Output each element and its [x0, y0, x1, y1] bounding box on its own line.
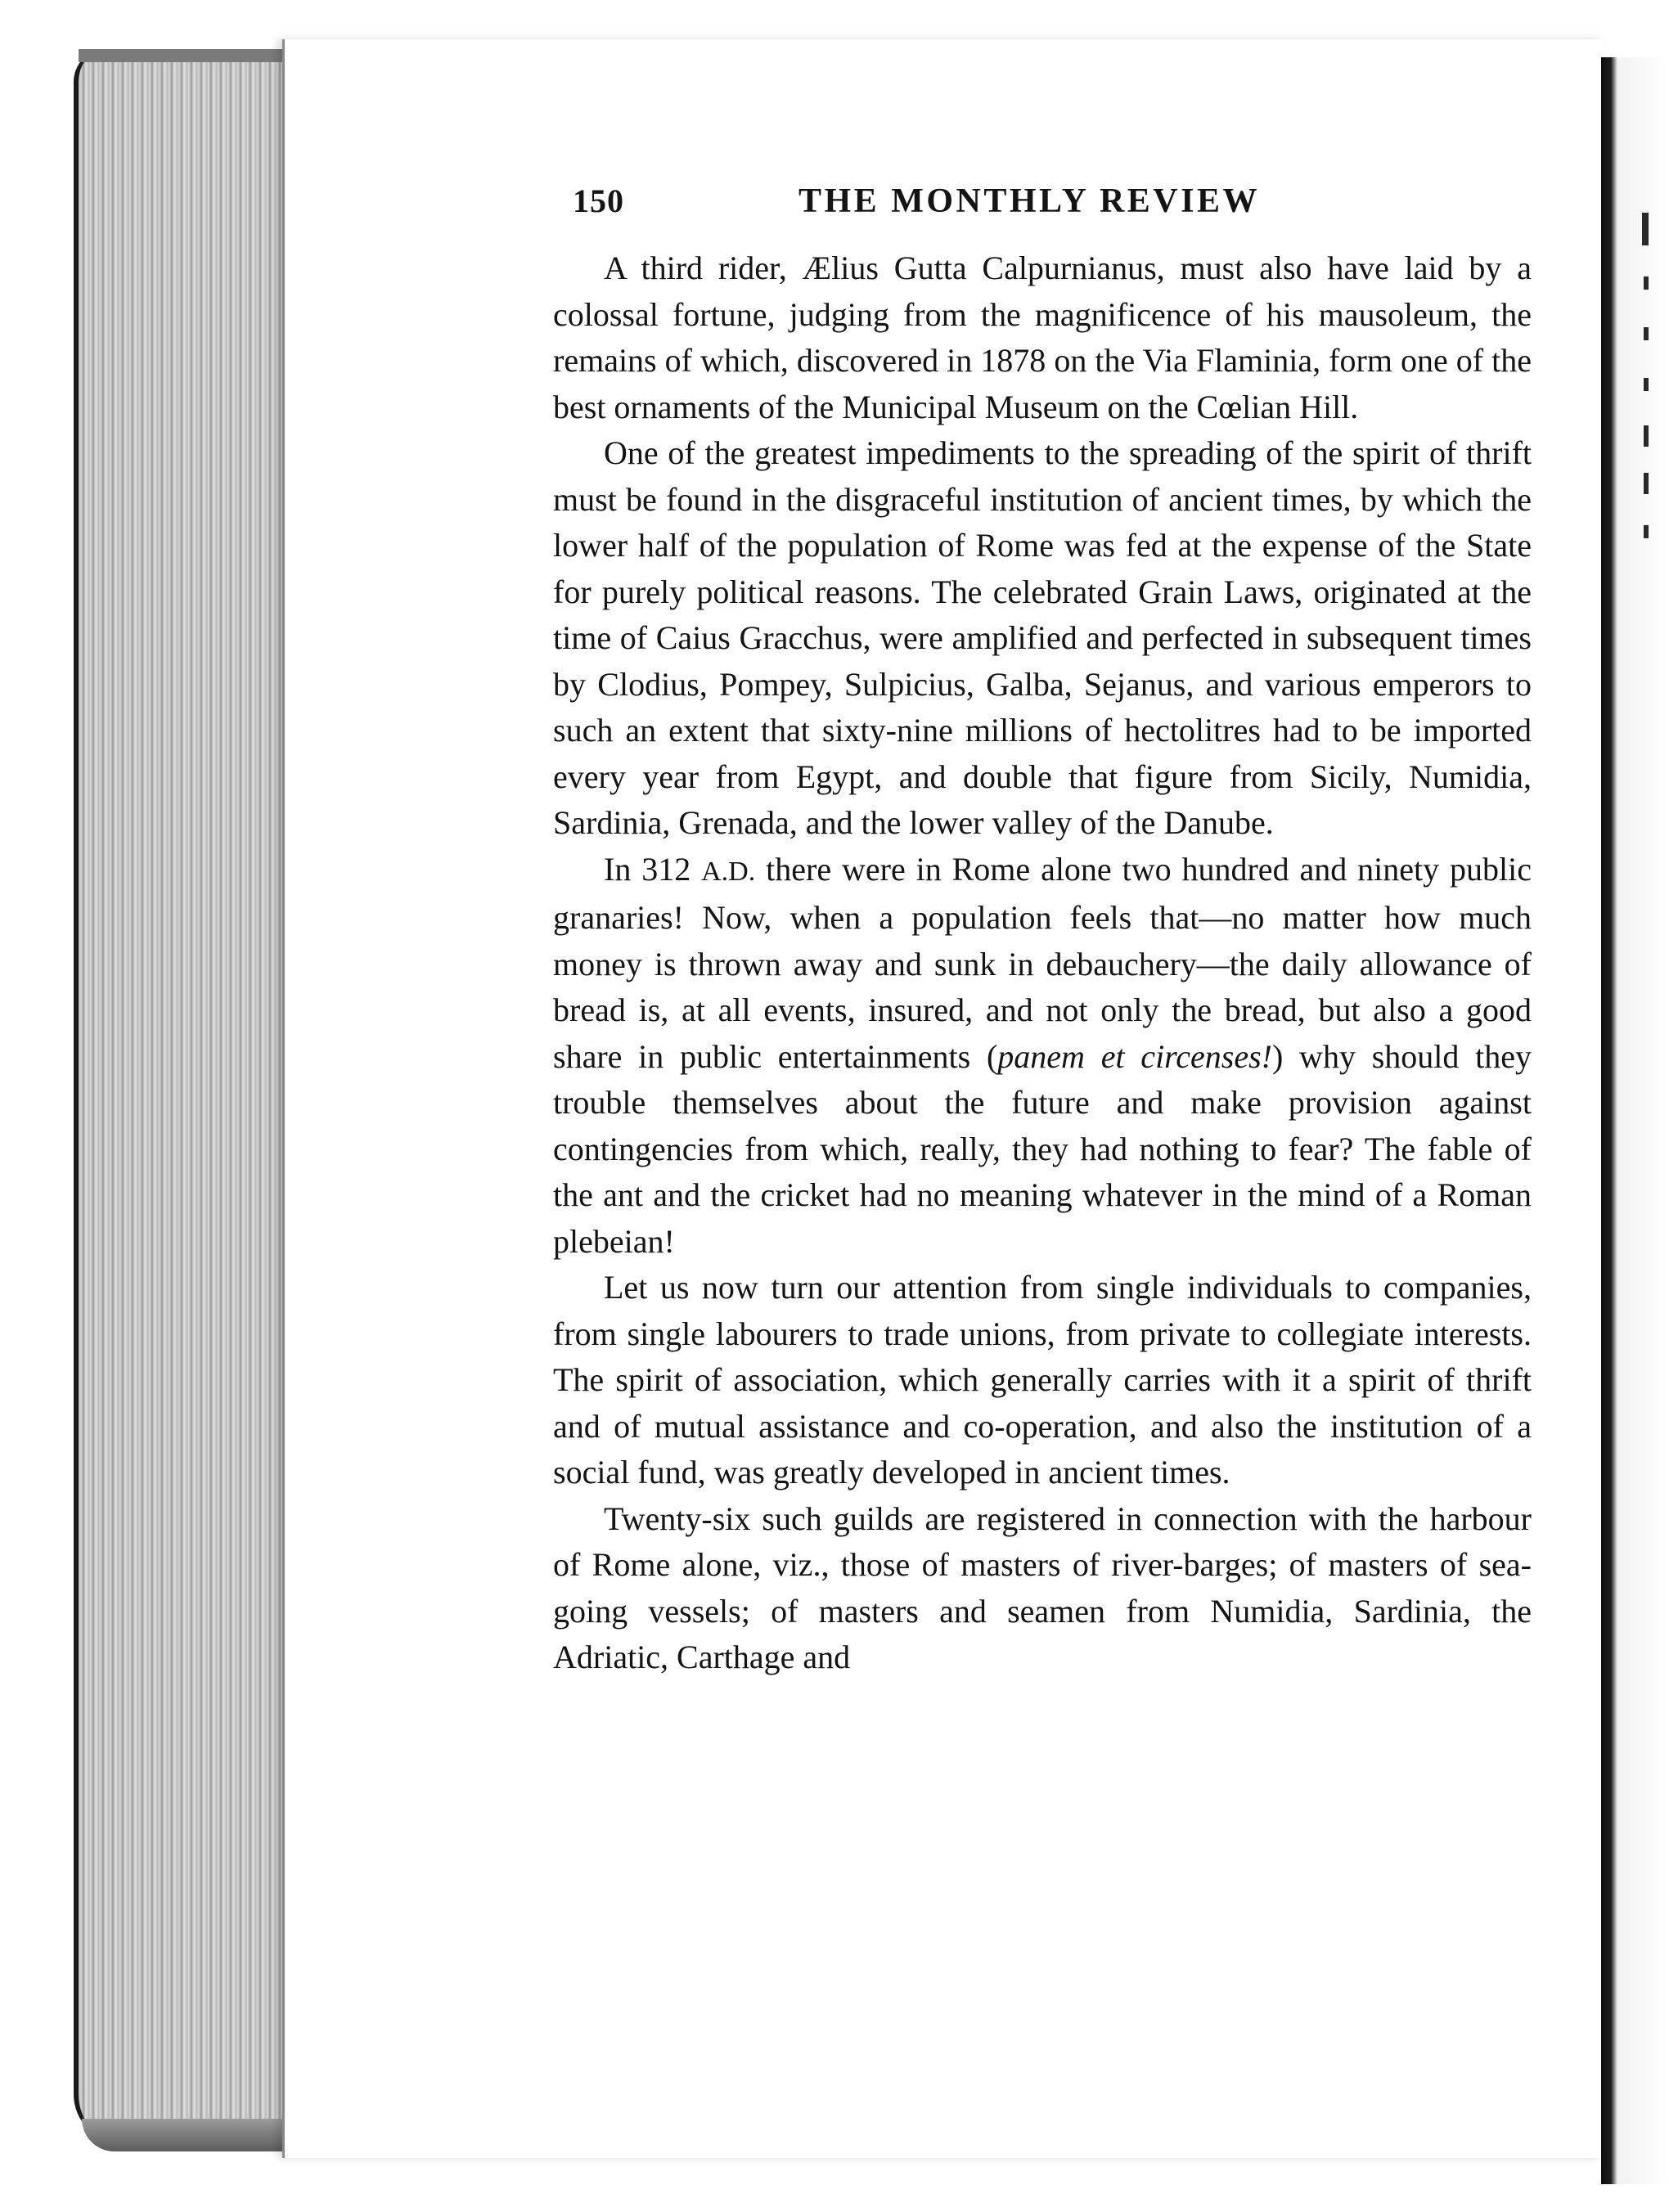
paragraph: Let us now turn our attention from single individuals to companies, from single labourers to trade unions, from private to collegiate interests. The spirit of association, which generally carries with it a spirit of thrift and of mutual assistance and co-operation, and also the institution of a social fund, was greatly developed in ancient times. [553, 1269, 1532, 1490]
facing-page-glyph [1644, 276, 1649, 290]
page-edges-top [79, 49, 299, 62]
page-edges [74, 49, 299, 2143]
page-number: 150 [573, 182, 624, 219]
facing-page-glyph [1644, 327, 1649, 340]
paragraph: A third rider, Ælius Gutta Calpurnianus, must also have laid by a colossal fortune, judging from the magnificence of his mausoleum, the remains of which, discovered in 1878 on the Via Flaminia, form one of the best ornaments of the Municipal Museum on the Cœlian Hill. [553, 250, 1532, 425]
paragraph-text: ) why should they trouble themselves about the future and make provision against contingencies from which, really, they had nothing to fear? The fable of the ant and the cricket had no meaning whatever in the mind of a Roman plebeian! [553, 1037, 1532, 1260]
era-abbreviation: A.D. [701, 856, 756, 887]
paragraph: Twenty-six such guilds are registered in connection with the harbour of Rome alone, viz., those of masters of river-barges; of masters of sea-going vessels; of masters and seamen from Numidia, Sardinia, the Adriatic, Carthage and [553, 1499, 1532, 1675]
paragraph [553, 847, 1532, 1266]
facing-page-glyph [1644, 425, 1649, 447]
facing-page-glyph [1644, 473, 1649, 494]
paragraph-lead: In 312 [604, 850, 702, 888]
paragraph: One of the greatest impediments to the spreading of the spirit of thrift must be found in the disgraceful institution of ancient times, by which the lower half of the population of Rome was fed at the expense of the State for purely political reasons. The celebrated Grain Laws, originated at the time of Caius Gracchus, were amplified and perfected in subsequent times by Clodius, Pompey, Sulpicius, Galba, Sejanus, and various emperors to such an extent that sixty-nine millions of hectolitres had to be imported every year from Egypt, and double that figure from Sicily, Numidia, Sardinia, Grenada, and the lower valley of the Danube. [553, 434, 1532, 841]
paragraph-text: there were in Rome alone two hundred and ninety public granaries! Now, when a population feels that—no matter how much money is thrown away and sunk in debauchery—the daily allowance of bread is, at all events, insured, and not only the bread, but also a good share in public entertainments ( [553, 850, 1532, 1075]
running-head: THE MONTHLY REVIEW [799, 182, 1260, 220]
facing-page-sliver [1601, 57, 1669, 2184]
body-text [553, 245, 1532, 1681]
facing-page-glyph [1644, 378, 1649, 391]
facing-page-glyph [1642, 213, 1649, 245]
latin-phrase: panem et circenses! [997, 1037, 1272, 1075]
facing-page-glyph [1644, 525, 1649, 538]
